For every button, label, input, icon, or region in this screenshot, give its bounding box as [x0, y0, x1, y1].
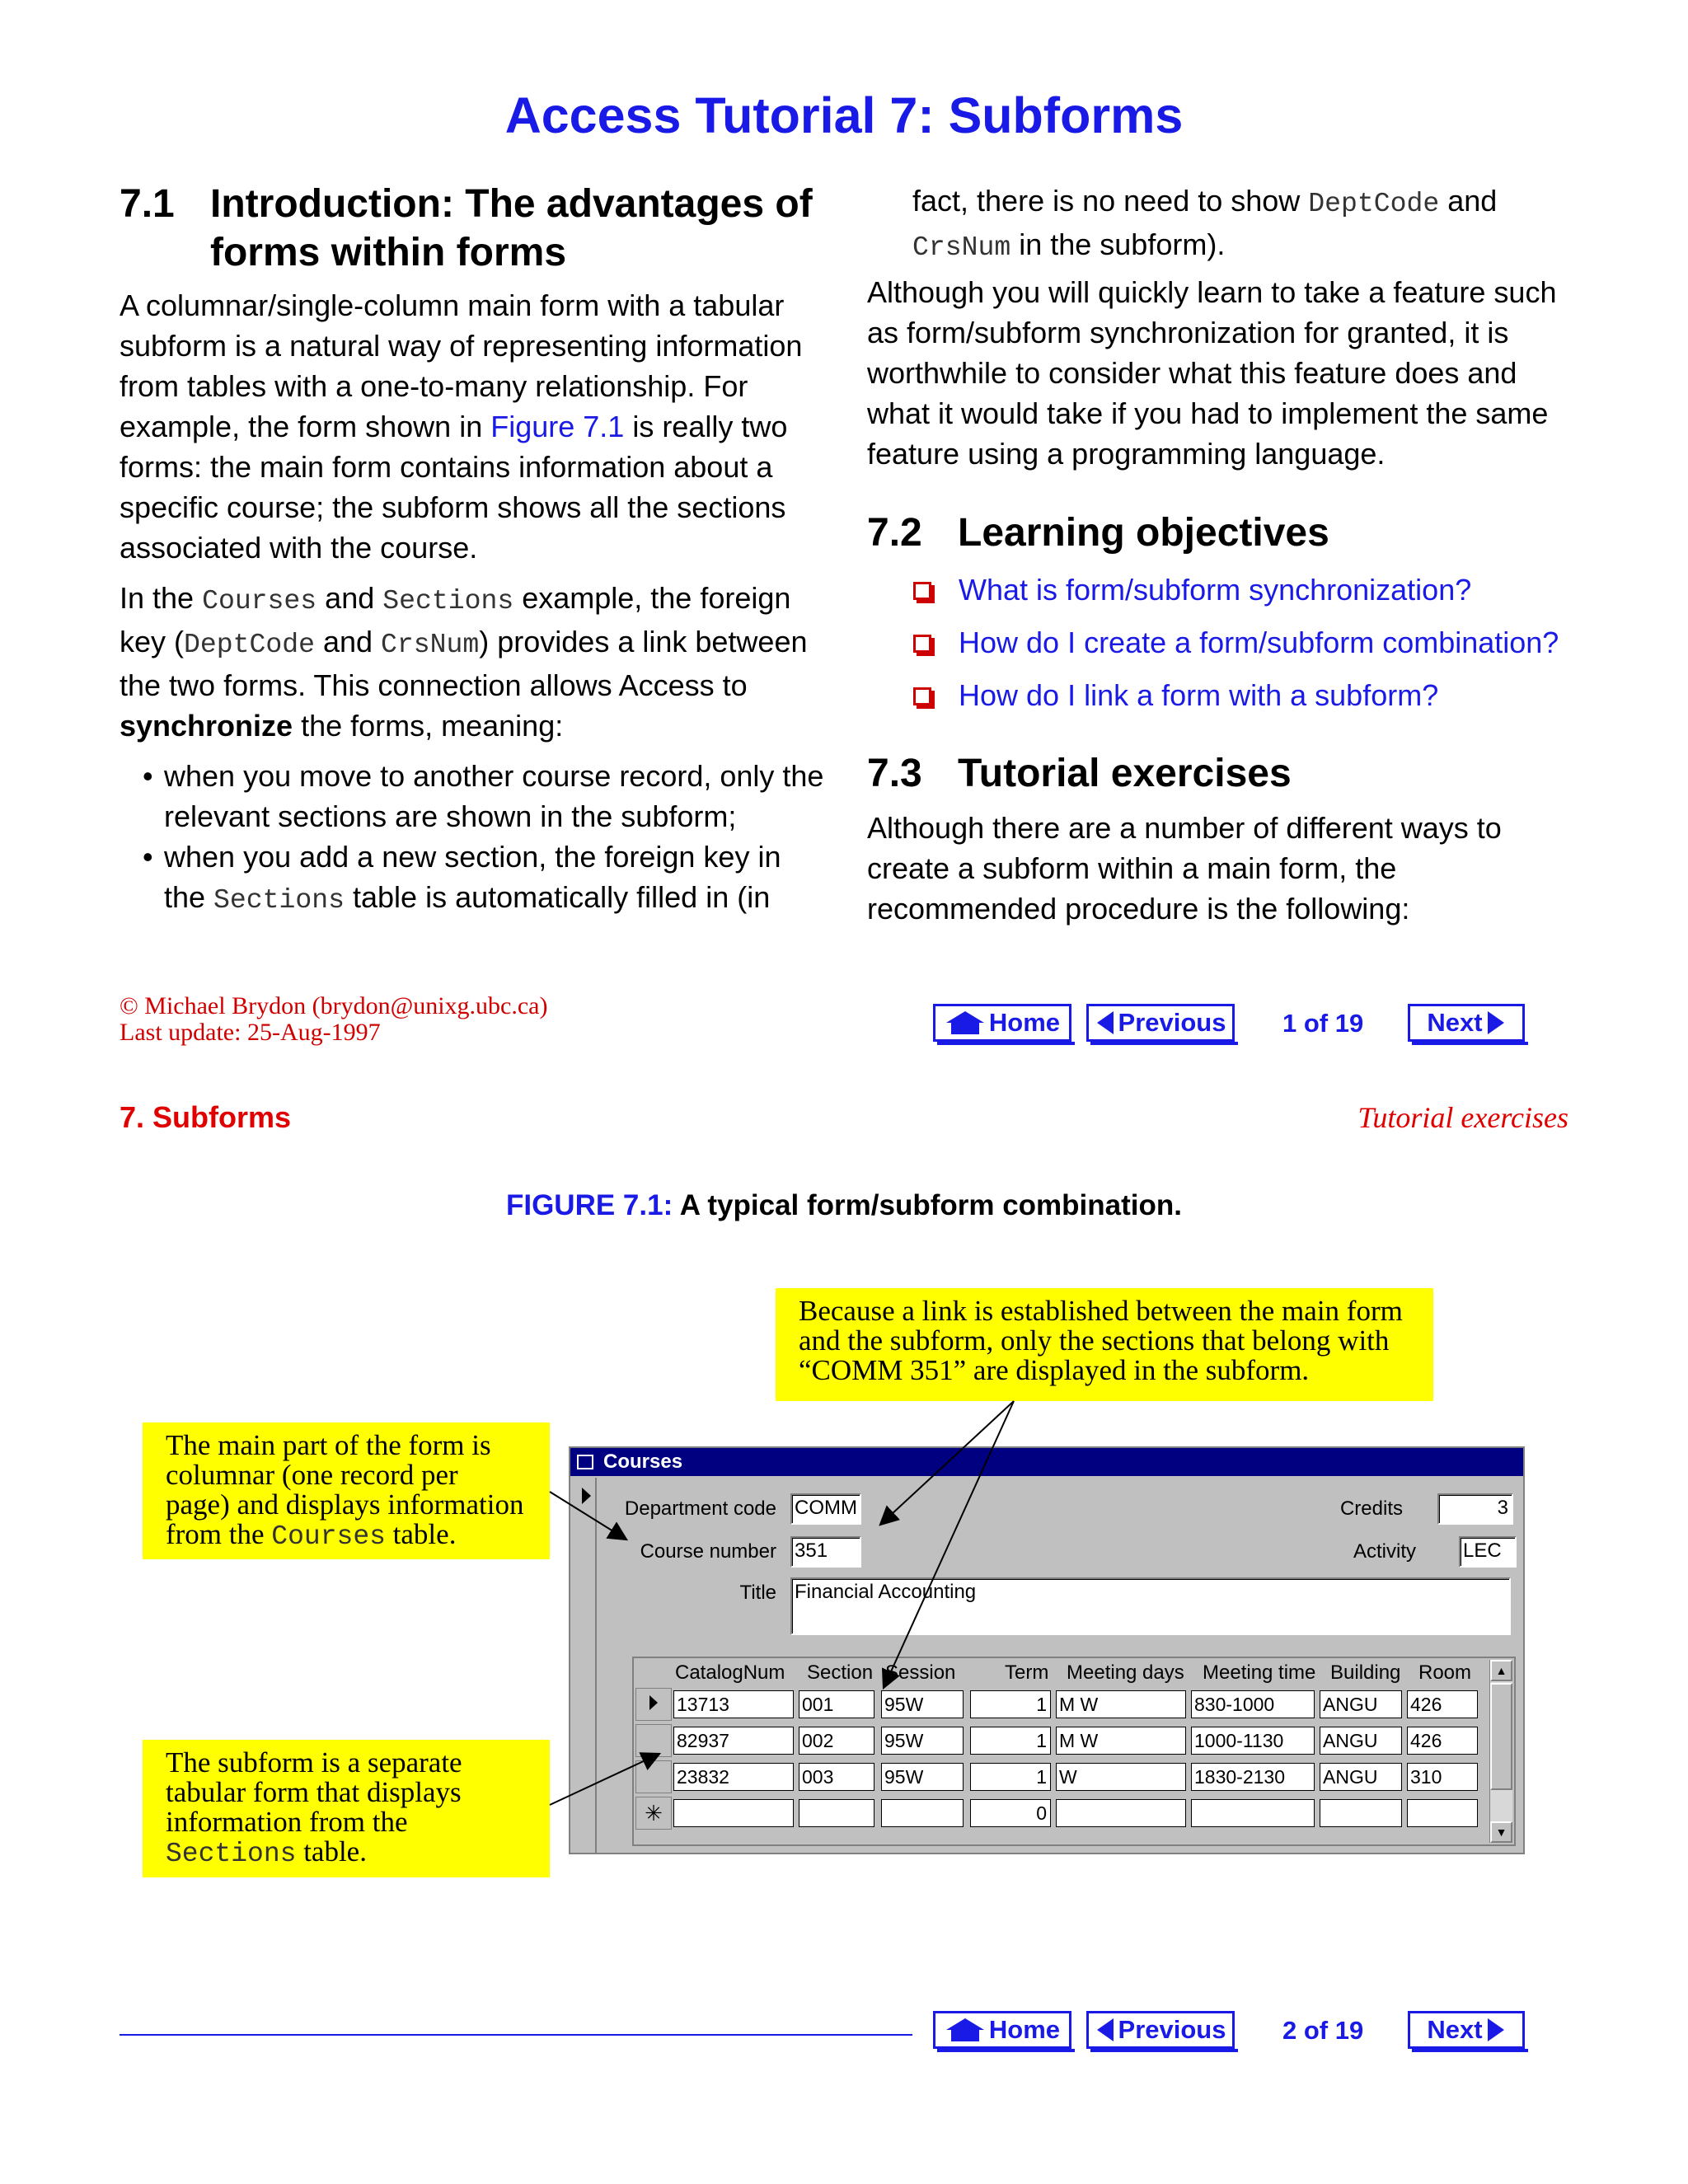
arrow-left-icon — [1095, 2017, 1115, 2043]
section-7-3-body: Although there are a number of different ways to create a subform within a main form, the recommended procedure is the following: — [867, 811, 1502, 926]
text: when you add a new section, the foreign key in the — [164, 840, 781, 914]
table-cell[interactable]: 001 — [799, 1690, 874, 1718]
table-cell[interactable]: W — [1056, 1763, 1186, 1791]
section-title: Tutorial exercises — [958, 752, 1292, 795]
table-cell[interactable]: 002 — [799, 1727, 874, 1755]
update-line: Last update: 25-Aug-1997 — [120, 1019, 381, 1046]
text: ) provides a link between the two forms. This connection allows Access to — [120, 625, 808, 702]
table-cell[interactable]: 0 — [970, 1799, 1051, 1827]
column-header: Building — [1330, 1661, 1401, 1684]
code: CrsNum — [912, 232, 1011, 263]
column-header: CatalogNum — [675, 1661, 785, 1684]
arrow-down-icon: ▼ — [1495, 1825, 1507, 1839]
code: Sections — [166, 1839, 297, 1869]
arrow-up-icon: ▲ — [1495, 1664, 1507, 1677]
dept-code-label: Department code — [624, 1497, 776, 1520]
text: is really two forms: the main form contains information about a specific course; the subform shows all the sections associated with the course. — [120, 410, 788, 565]
column-header: Meeting time — [1203, 1661, 1316, 1684]
table-cell[interactable]: 1 — [970, 1690, 1051, 1718]
home-button[interactable] — [933, 2011, 1071, 2049]
previous-button[interactable] — [1086, 2011, 1235, 2049]
table-cell[interactable]: ANGU — [1320, 1690, 1402, 1718]
dept-code-field[interactable]: COMM — [790, 1493, 861, 1525]
table-cell[interactable]: 1830-2130 — [1191, 1763, 1315, 1791]
text: The subform is a separate tabular form that displays information from the — [166, 1746, 462, 1838]
text: and — [314, 625, 382, 658]
code: Courses — [202, 585, 317, 616]
arrow-to-subform-rows — [884, 1401, 1014, 1688]
text: example, the foreign key ( — [120, 581, 791, 658]
page-title: Access Tutorial 7: Subforms — [504, 87, 1184, 143]
previous-label: Previous — [1118, 2015, 1226, 2044]
column-header: Session — [885, 1661, 956, 1684]
footer-divider — [120, 2034, 912, 2036]
activity-field[interactable]: LEC — [1459, 1536, 1517, 1568]
credits-field[interactable]: 3 — [1437, 1493, 1513, 1525]
home-label: Home — [988, 2015, 1061, 2044]
title-label: Title — [739, 1582, 776, 1604]
table-cell[interactable]: M W — [1056, 1690, 1186, 1718]
table-cell[interactable]: 95W — [881, 1727, 964, 1755]
code: Courses — [271, 1521, 386, 1552]
table-cell[interactable]: 1 — [970, 1727, 1051, 1755]
table-cell[interactable]: 1000-1130 — [1191, 1727, 1315, 1755]
title-field[interactable]: Financial Accounting — [790, 1577, 1511, 1635]
home-label: Home — [988, 1008, 1061, 1037]
objective-link[interactable]: How do I link a form with a subform? — [959, 678, 1439, 712]
table-cell[interactable]: ANGU — [1320, 1727, 1402, 1755]
callout-link: Because a link is established between the main form and the subform, only the sections that belong with “COMM 351” are displayed in the subform. — [776, 1288, 1433, 1401]
arrow-right-icon — [1486, 2017, 1506, 2043]
objective-link[interactable]: What is form/subform synchronization? — [959, 573, 1472, 607]
table-cell[interactable]: 426 — [1407, 1727, 1478, 1755]
text: and — [1439, 184, 1498, 218]
next-label: Next — [1427, 1008, 1483, 1037]
code: DeptCode — [184, 629, 315, 660]
text: table. — [296, 1835, 367, 1868]
column-header: Room — [1418, 1661, 1472, 1684]
text: A columnar/single-column main form with a tabular subform is a natural way of representing information from tables with a one-to-many relationship. For example, the form shown in — [120, 288, 803, 443]
table-cell[interactable]: 1 — [970, 1763, 1051, 1791]
code: Sections — [213, 884, 345, 916]
text: fact, there is no need to show — [912, 184, 1309, 218]
activity-label: Activity — [1353, 1540, 1416, 1563]
credit-line: © Michael Brydon (brydon@unixg.ubc.ca) — [120, 992, 548, 1019]
next-button[interactable] — [1408, 2011, 1525, 2049]
arrow-to-subform — [550, 1754, 659, 1805]
column-header: Term — [1005, 1661, 1049, 1684]
code: DeptCode — [1308, 188, 1440, 219]
figure-link[interactable]: Figure 7.1 — [490, 410, 625, 443]
section-7-1-closing-paragraph: Although you will quickly learn to take a feature such as form/subform synchronization for granted, it is worthwhile to consider what this feature does and what it would take if you had to implement the same feature using a programming language. — [867, 275, 1557, 471]
text: table. — [385, 1518, 457, 1550]
text: and — [316, 581, 383, 615]
text: In the — [120, 581, 203, 615]
page-number: 2 of 19 — [1282, 2016, 1364, 2045]
course-number-label: Course number — [640, 1540, 776, 1563]
column-header: Meeting days — [1067, 1661, 1184, 1684]
text: The main part of the form is columnar (one record per page) and displays information from the — [166, 1429, 524, 1550]
table-cell[interactable]: 003 — [799, 1763, 874, 1791]
arrow-to-main-fields — [880, 1401, 1014, 1525]
figure-caption-text: A typical form/subform combination. — [679, 1189, 1182, 1221]
new-record-asterisk-icon: ✳ — [645, 1801, 663, 1825]
section-title: Learning objectives — [958, 511, 1329, 555]
section-title: Introduction: The advantages of forms within forms — [210, 182, 813, 274]
section-number: 7.3 — [867, 752, 922, 795]
text: table is automatically filled in (in — [345, 880, 771, 914]
objective-link[interactable]: How do I create a form/subform combination? — [959, 626, 1559, 659]
course-number-field[interactable]: 351 — [790, 1536, 861, 1568]
text: in the subform). — [1010, 227, 1226, 261]
credits-label: Credits — [1339, 1497, 1403, 1520]
table-cell[interactable]: ANGU — [1320, 1763, 1402, 1791]
section-number: 7.2 — [867, 511, 922, 555]
window-title: Courses — [603, 1451, 683, 1473]
table-cell[interactable]: 830-1000 — [1191, 1690, 1315, 1718]
column-header: Section — [807, 1661, 874, 1684]
table-cell[interactable]: 426 — [1407, 1690, 1478, 1718]
text: the forms, meaning: — [293, 709, 564, 743]
table-cell[interactable]: 95W — [881, 1763, 964, 1791]
home-icon — [945, 2017, 986, 2043]
code: CrsNum — [381, 629, 480, 660]
figure-label: FIGURE 7.1: — [505, 1189, 673, 1221]
list-item: • when you move to another course record, only the relevant sections are shown in the subform; — [143, 756, 828, 837]
table-cell[interactable]: 95W — [881, 1690, 964, 1718]
chapter-header: 7. Subforms — [120, 1100, 292, 1134]
previous-label: Previous — [1118, 1008, 1226, 1037]
table-cell[interactable]: 13713 — [673, 1690, 794, 1718]
bold-text: synchronize — [120, 709, 293, 743]
section-header: Tutorial exercises — [1357, 1101, 1568, 1134]
code: Sections — [382, 585, 514, 616]
table-cell[interactable]: M W — [1056, 1727, 1186, 1755]
table-cell[interactable]: 310 — [1407, 1763, 1478, 1791]
table-cell[interactable]: 23832 — [673, 1763, 794, 1791]
section-number: 7.1 — [120, 182, 175, 226]
next-label: Next — [1427, 2015, 1483, 2044]
table-cell[interactable]: 82937 — [673, 1727, 794, 1755]
arrow-to-main-form — [550, 1492, 626, 1540]
page-number: 1 of 19 — [1282, 1009, 1364, 1038]
